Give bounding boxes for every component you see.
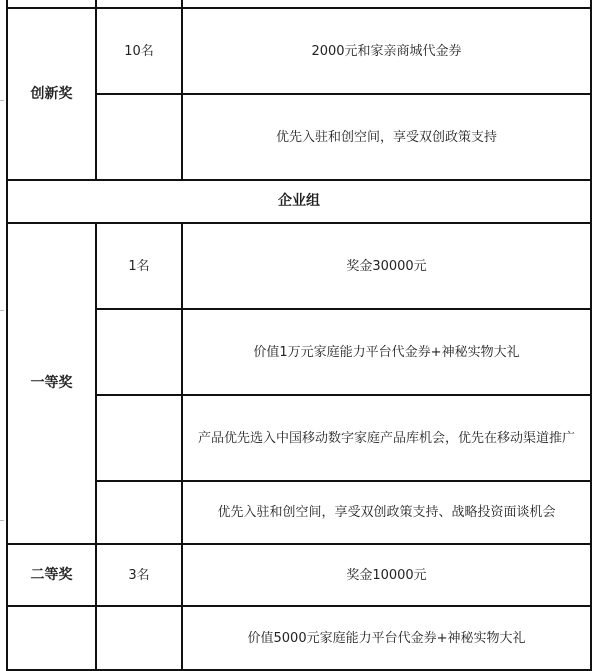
table-cell-empty (7, 0, 96, 8)
award-table (6, 0, 592, 671)
prize-description: 优先入驻和创空间，享受双创政策支持、战略投资面谈机会 (182, 481, 591, 544)
prize-description: 价值1万元家庭能力平台代金券+神秘实物大礼 (182, 309, 591, 395)
table-row (7, 544, 591, 606)
award-name-second: 二等奖 (7, 544, 96, 606)
table-row (7, 606, 591, 670)
table-cell-empty (182, 0, 591, 8)
table-cell-empty (96, 0, 182, 8)
table-row (7, 8, 591, 94)
award-count: 1名 (96, 223, 182, 309)
edge-mark (0, 310, 4, 311)
award-name-innovation: 创新奖 (7, 8, 96, 180)
award-name-first: 一等奖 (7, 223, 96, 544)
prize-description: 价值5000元家庭能力平台代金券+神秘实物大礼 (182, 606, 591, 670)
table-row (7, 223, 591, 309)
table-cell-empty (96, 606, 182, 670)
prize-description: 2000元和家亲商城代金券 (182, 8, 591, 94)
table-cell-empty (96, 481, 182, 544)
award-count: 10名 (96, 8, 182, 94)
group-header-enterprise: 企业组 (7, 180, 591, 223)
group-header-row (7, 180, 591, 223)
prize-description: 产品优先选入中国移动数字家庭产品库机会，优先在移动渠道推广 (182, 395, 591, 481)
edge-mark (0, 520, 4, 521)
table-cell-empty (96, 395, 182, 481)
table-cell-empty (96, 309, 182, 395)
prize-description: 奖金30000元 (182, 223, 591, 309)
table-cell-empty (7, 606, 96, 670)
prize-description: 奖金10000元 (182, 544, 591, 606)
edge-mark (0, 100, 4, 101)
table-row-top-fragment (7, 0, 591, 8)
table-cell-empty (96, 94, 182, 180)
prize-description: 优先入驻和创空间，享受双创政策支持 (182, 94, 591, 180)
award-count: 3名 (96, 544, 182, 606)
